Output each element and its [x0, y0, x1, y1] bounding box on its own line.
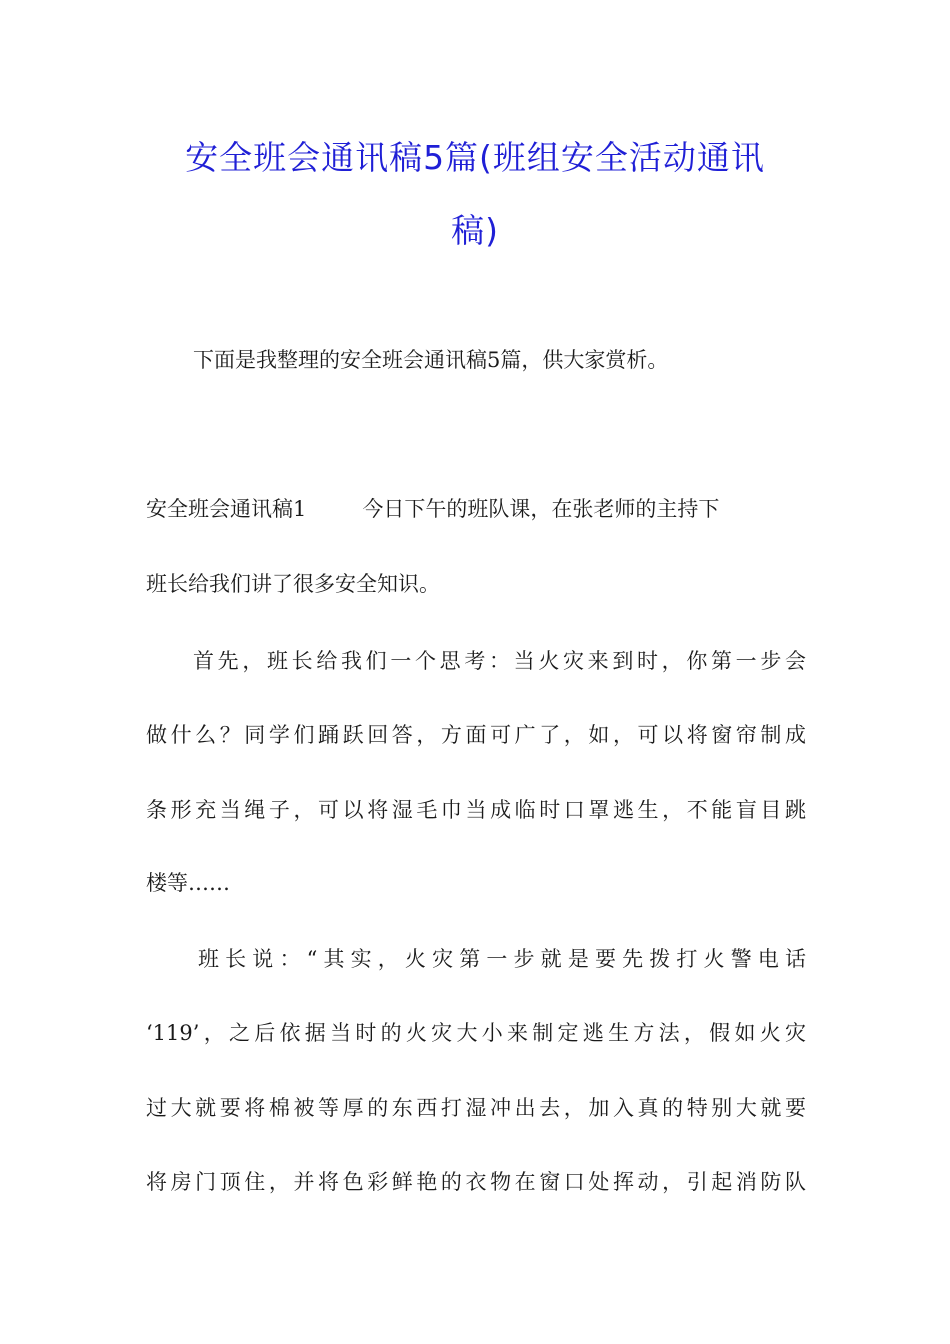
section-first-line [146, 494, 806, 524]
section-heading: 安全班会通讯稿1 [146, 497, 307, 521]
paragraph-line: 条形充当绳子，可以将湿毛巾当成临时口罩逃生，不能盲目跳 [146, 798, 806, 822]
paragraph-line: 今日下午的班队课，在张老师的主持下 [362, 497, 720, 521]
paragraph-line: 做什么？同学们踊跃回答，方面可广了，如，可以将窗帘制成 [146, 723, 806, 747]
paragraph-line: 楼等…… [146, 871, 230, 895]
paragraph-line: 过大就要将棉被等厚的东西打湿冲出去，加入真的特别大就要 [146, 1096, 806, 1120]
paragraph-line: 班长说：“其实，火灾第一步就是要先拨打火警电话 [198, 947, 806, 971]
document-title-line-1: 安全班会通讯稿5篇(班组安全活动通讯 [185, 138, 765, 177]
document-title-line-2: 稿) [451, 211, 499, 250]
paragraph-line: 首先，班长给我们一个思考：当火灾来到时，你第一步会 [193, 649, 806, 673]
paragraph-line: ‘119’，之后依据当时的火灾大小来制定逃生方法，假如火灾 [146, 1021, 806, 1045]
paragraph-line: 将房门顶住，并将色彩鲜艳的衣物在窗口处挥动，引起消防队 [146, 1170, 806, 1194]
intro-paragraph: 下面是我整理的安全班会通讯稿5篇，供大家赏析。 [193, 348, 669, 372]
paragraph-line: 班长给我们讲了很多安全知识。 [146, 572, 440, 596]
